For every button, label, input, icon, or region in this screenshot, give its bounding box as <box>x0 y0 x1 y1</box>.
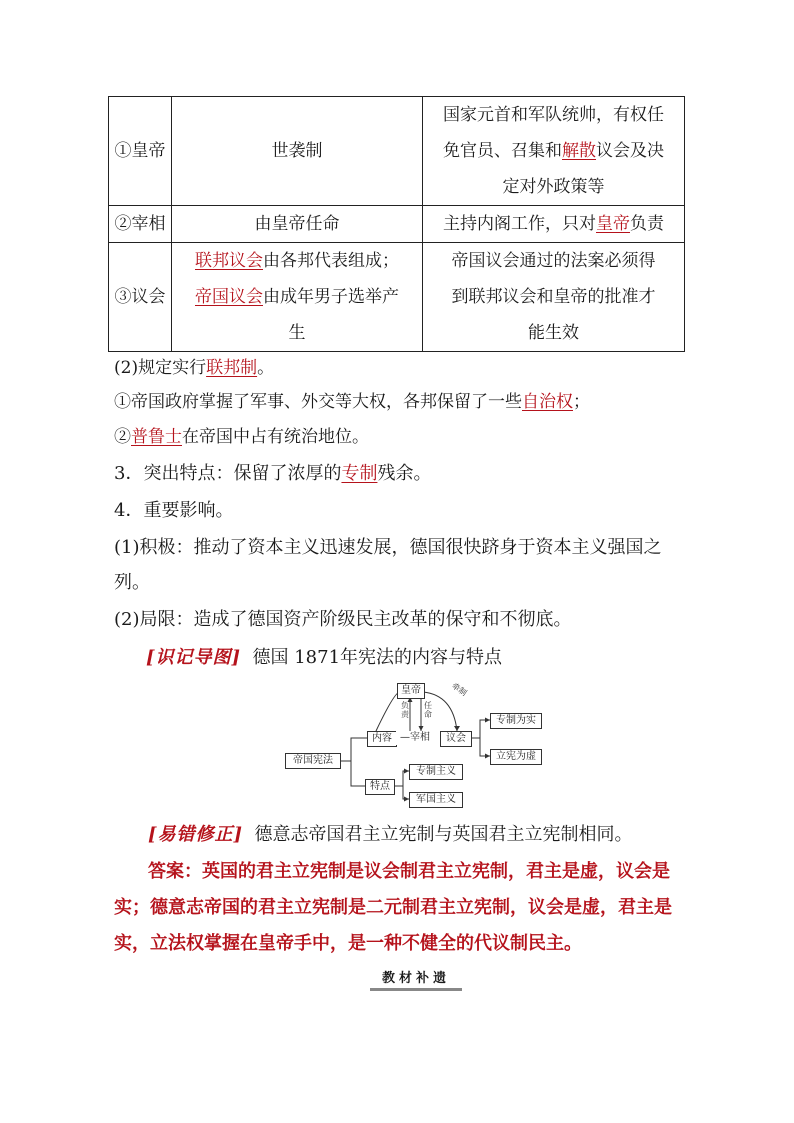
table-row <box>109 206 685 243</box>
text: 帝国议会通过的法案必须得 <box>451 251 656 271</box>
table-row <box>109 97 685 206</box>
paragraph-feature: 3．突出特点：保留了浓厚的专制残余。 <box>114 463 432 484</box>
error-statement: 德意志帝国君主立宪制与英国君主立宪制相同。 <box>254 824 633 845</box>
text: 国家元首和军队统帅，有权任 <box>443 105 664 125</box>
role-cell: ②宰相 <box>109 206 172 243</box>
power-cell <box>423 243 685 352</box>
paragraph-federal: (2)规定实行联邦制。 <box>114 358 275 378</box>
keyword: 联邦制 <box>206 358 258 378</box>
power-cell <box>423 97 685 206</box>
constitution-table <box>108 96 685 352</box>
label-responsible: 负责 <box>401 701 409 719</box>
origin-cell: 由皇帝任命 <box>172 206 423 243</box>
feature-item-box: 军国主义 <box>409 792 463 808</box>
footer-underline <box>370 988 462 991</box>
result-box: 专制为实 <box>490 713 542 729</box>
root-box: 帝国宪法 <box>285 753 341 769</box>
keyword: 解散 <box>562 141 596 161</box>
answer-label: 答案： <box>148 861 202 882</box>
text: 免官员、召集和 <box>443 141 562 161</box>
section-footer: 教材补遗 <box>381 971 450 986</box>
origin-cell <box>172 243 423 352</box>
text: 主持内阁工作，只对 <box>443 214 596 234</box>
keyword: 皇帝 <box>596 214 630 234</box>
text: 由各邦代表组成； <box>263 251 399 271</box>
paragraph-autonomy: ①帝国政府掌握了军事、外交等大权，各邦保留了一些自治权； <box>114 392 590 412</box>
emperor-box: 皇帝 <box>397 683 425 699</box>
role-cell: ①皇帝 <box>109 97 172 206</box>
chancellor-box: —宰相 <box>396 731 434 745</box>
text: 定对外政策等 <box>502 177 605 197</box>
role-cell: ③议会 <box>109 243 172 352</box>
answer-text: 英国的君主立宪制是议会制君主立宪制，君主是虚，议会是实；德意志帝国的君主立宪制是二元制君主立宪制，议会是虚，君主是实，立法权掌握在皇帝手中，是一种不健全的代议制民主。 <box>114 861 672 954</box>
paragraph-impact-heading: 4．重要影响。 <box>114 500 234 521</box>
constitution-diagram <box>285 683 545 813</box>
content-box: 内容 <box>367 731 397 747</box>
text: 到联邦议会和皇帝的批准才 <box>451 287 656 307</box>
table-row <box>109 243 685 352</box>
text: 生 <box>288 323 306 343</box>
answer-block <box>114 854 686 962</box>
error-heading <box>148 817 728 853</box>
keyword: 普鲁士 <box>131 427 182 447</box>
text: 议会及决 <box>596 141 664 161</box>
label-check: 牵制 <box>450 681 469 698</box>
label-appoint: 任命 <box>424 701 432 719</box>
text: 负责 <box>630 214 664 234</box>
text: 由成年男子选举产 <box>263 287 399 307</box>
power-cell <box>423 206 685 243</box>
text: 能生效 <box>528 323 579 343</box>
paragraph-limitation: (2)局限：造成了德国资产阶级民主改革的保守和不彻底。 <box>114 609 572 630</box>
parliament-box: 议会 <box>440 731 472 747</box>
error-tag: [易错修正] <box>148 824 244 845</box>
keyword: 自治权 <box>522 392 573 412</box>
memory-tag: [识记导图] <box>146 647 242 668</box>
result-box: 立宪为虚 <box>490 749 542 765</box>
keyword: 专制 <box>341 463 378 484</box>
paragraph-positive: (1)积极：推动了资本主义迅速发展，德国很快跻身于资本主义强国之列。 <box>114 537 662 593</box>
keyword: 联邦议会 <box>195 251 263 271</box>
feature-box: 特点 <box>365 779 395 795</box>
memory-heading <box>146 640 726 676</box>
keyword: 帝国议会 <box>195 287 263 307</box>
memory-title: 德国 1871年宪法的内容与特点 <box>252 647 503 668</box>
feature-item-box: 专制主义 <box>409 764 463 780</box>
paragraph-prussia: ②普鲁士在帝国中占有统治地位。 <box>114 427 369 447</box>
origin-cell: 世袭制 <box>172 97 423 206</box>
